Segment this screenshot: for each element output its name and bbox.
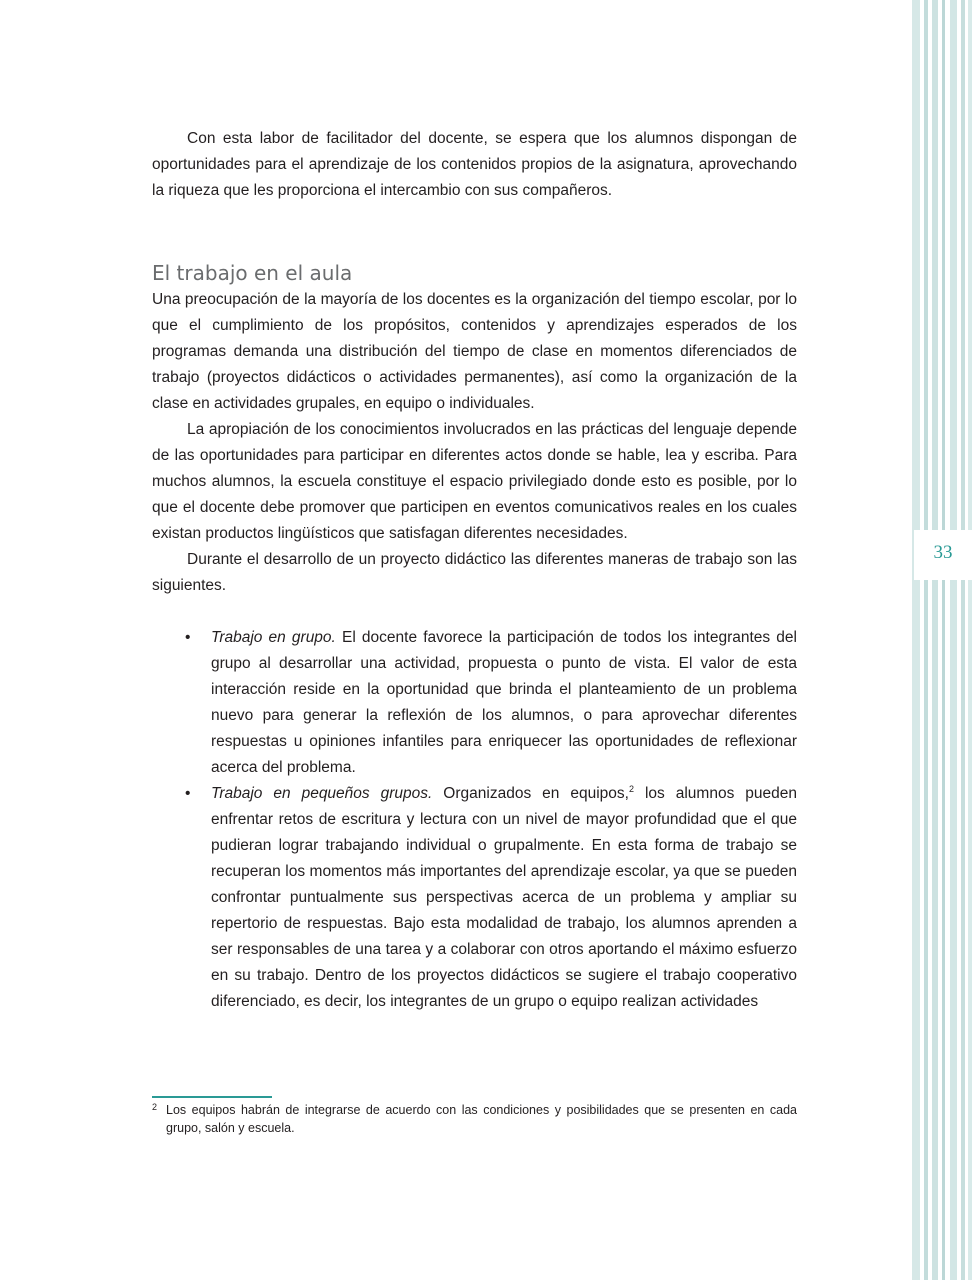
paragraph: Durante el desarrollo de un proyecto didáctico las diferentes maneras de trabajo son las siguientes.	[152, 551, 797, 594]
bullet-term: Trabajo en pequeños grupos.	[211, 785, 433, 802]
bullet-text: los alumnos pueden enfrentar retos de escritura y lectura con un nivel de mayor profundidad que el que pudieran lograr trabajando individual o grupalmente. En esta forma de trabajo se recuperan los momentos más importantes del aprendizaje escolar, ya que se pueden confrontar puntualmente sus perspectivas acerca de un problema y ampliar su repertorio de respuestas. Bajo esta modalidad de trabajo, los alumnos aprenden a ser responsables de una tarea y a colaborar con otros aportando el máximo esfuerzo en su trabajo. Dentro de los proyectos didácticos se sugiere el trabajo cooperativo diferenciado, es decir, los integrantes de un grupo o equipo realizan actividades	[211, 785, 798, 1010]
bullet-icon: •	[185, 785, 191, 802]
bullet-term: Trabajo en grupo.	[211, 629, 336, 646]
page-content	[152, 126, 797, 1015]
bullet-icon: •	[185, 629, 191, 646]
bullet-text: El docente favorece la participación de todos los integrantes del grupo al desarrollar una actividad, propuesta o punto de vista. El valor de esta interacción reside en la oportunidad que brinda el planteamiento de un problema nuevo para generar la reflexión de los alumnos, o para aprovechar diferentes respuestas u opiniones infantiles para enriquecer las oportunidades de reflexionar acerca del problema.	[211, 629, 797, 776]
paragraph: La apropiación de los conocimientos involucrados en las prácticas del lenguaje depende de las oportunidades para participar en diferentes actos donde se hable, lea y escriba. Para muchos alumnos, la escuela constituye el espacio privilegiado donde esto es posible, por lo que el docente debe promover que participen en eventos comunicativos reales en los cuales existan productos lingüísticos que satisfagan diferentes necesidades.	[152, 421, 797, 542]
list-item	[152, 781, 797, 1015]
page-number: 33	[933, 542, 953, 563]
decorative-side-stripes	[912, 0, 972, 1280]
section-title: El trabajo en el aula	[152, 261, 353, 285]
work-modes-list	[152, 625, 797, 1015]
footnote-reference[interactable]: 2	[628, 783, 634, 794]
footnote-text: Los equipos habrán de integrarse de acuerdo con las condiciones y posibilidades que se presenten en cada grupo, salón y escuela.	[166, 1103, 797, 1135]
footnote-divider	[152, 1096, 272, 1098]
bullet-text-lead: Organizados en equipos,	[432, 785, 629, 802]
footnote-mark: 2	[152, 1102, 158, 1112]
list-item	[152, 625, 797, 781]
footnote	[152, 1101, 797, 1137]
paragraph: Una preocupación de la mayoría de los docentes es la organización del tiempo escolar, por lo que el cumplimiento de los propósitos, contenidos y aprendizajes esperados de los programas demanda una distribución del tiempo de clase en momentos diferenciados de trabajo (proyectos didácticos o actividades permanentes), así como la organización de la clase en actividades grupales, en equipo o individuales.	[152, 291, 797, 412]
intro-paragraph: Con esta labor de facilitador del docente, se espera que los alumnos dispongan de oportunidades para el aprendizaje de los contenidos propios de la asignatura, aprovechando la riqueza que les proporciona el intercambio con sus compañeros.	[152, 130, 797, 199]
